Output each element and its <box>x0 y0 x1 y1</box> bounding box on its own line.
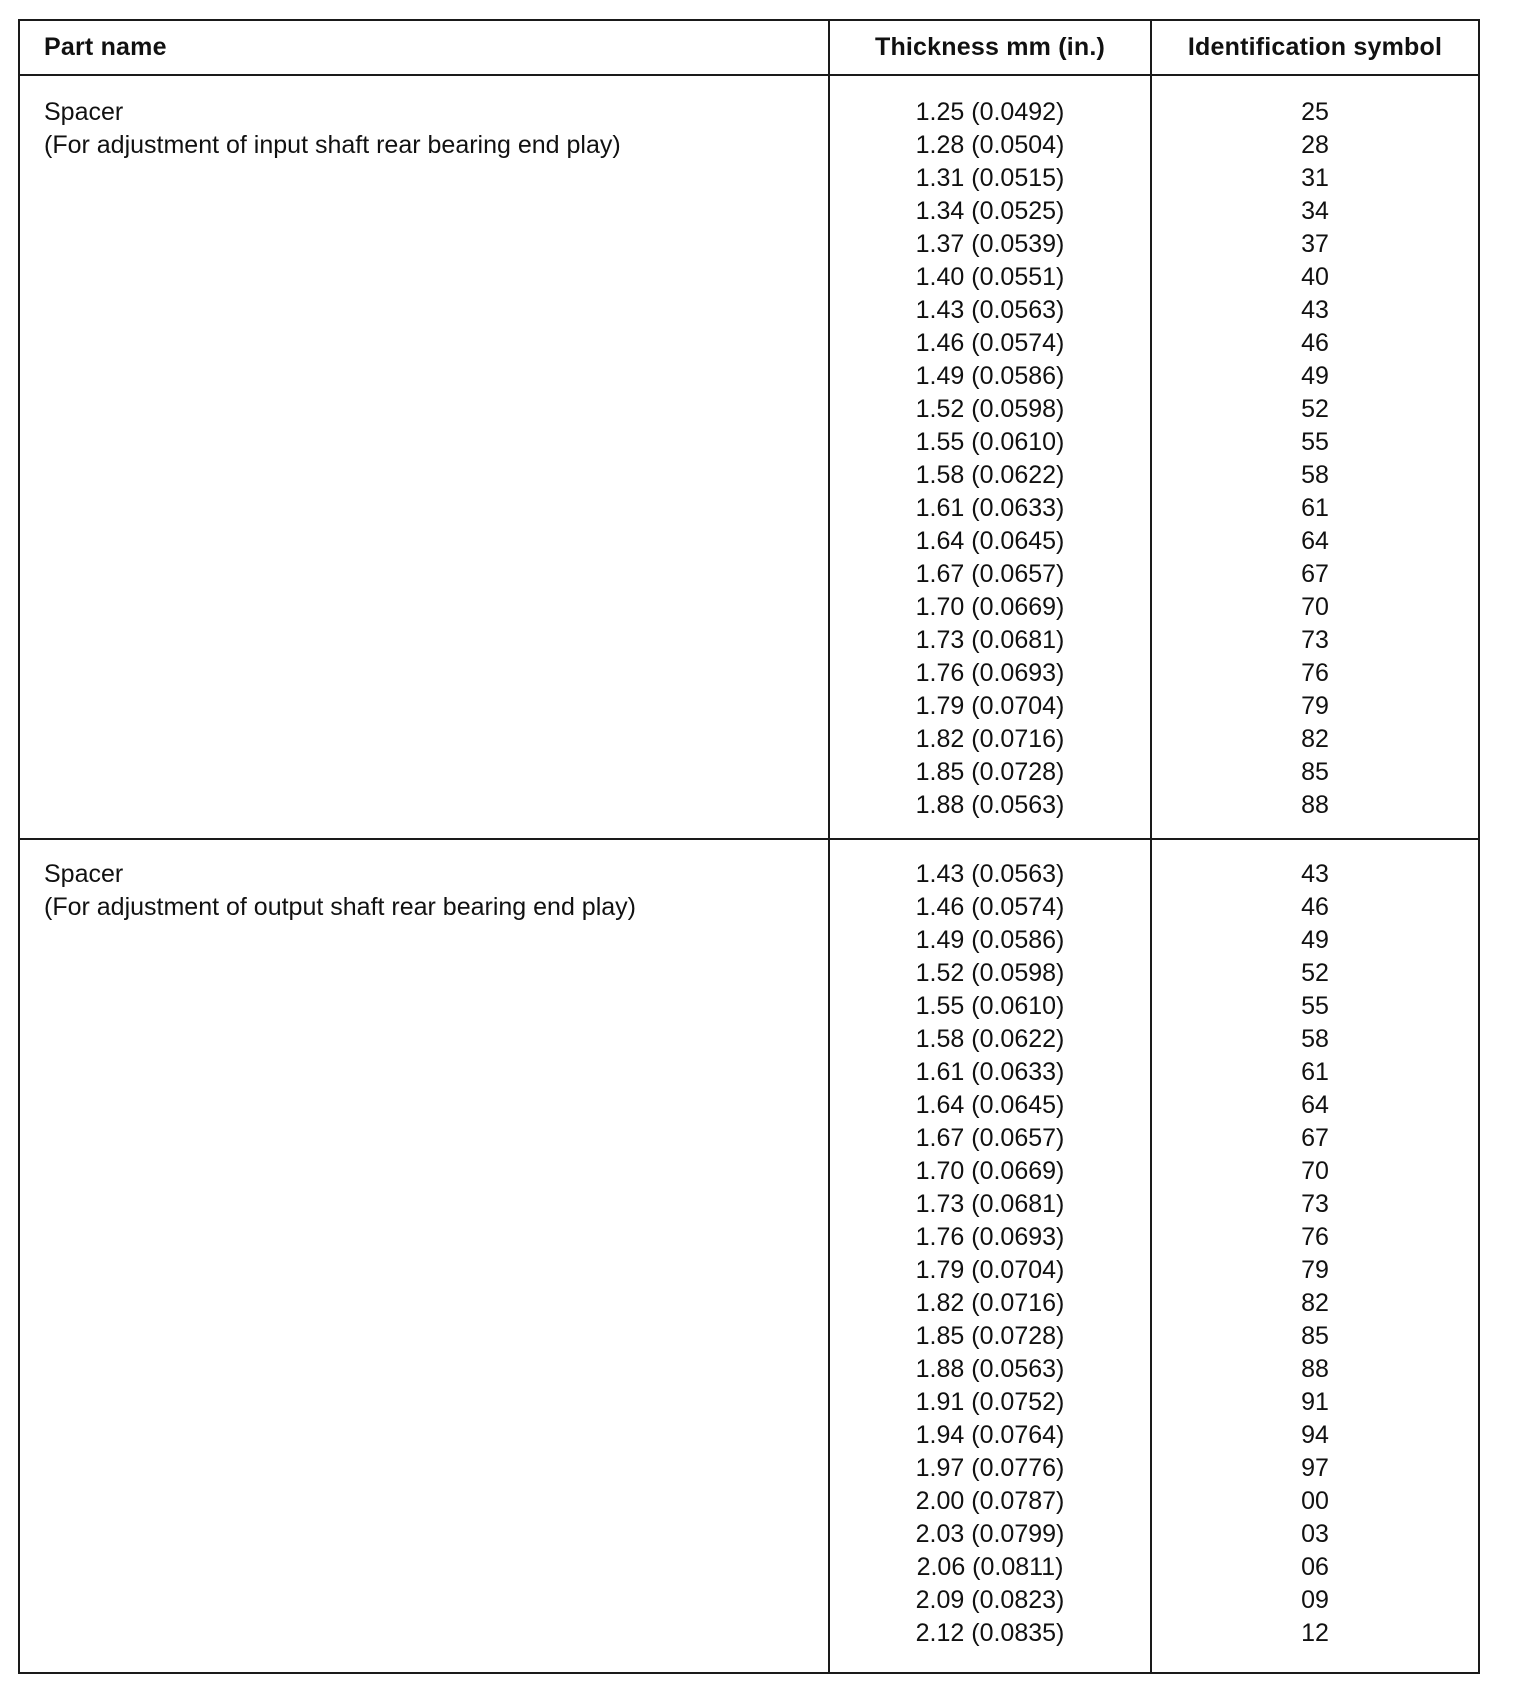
identification-symbol-value: 58 <box>1301 1025 1329 1053</box>
thickness-value: 1.70 (0.0669) <box>915 1157 1065 1185</box>
thickness-value: 2.12 (0.0835) <box>915 1619 1065 1647</box>
thickness-value: 1.88 (0.0563) <box>915 791 1065 819</box>
thickness-value: 1.67 (0.0657) <box>915 560 1065 588</box>
identification-symbol-value: 49 <box>1301 362 1329 390</box>
thickness-value: 1.43 (0.0563) <box>915 296 1065 324</box>
thickness-cell <box>829 75 1151 839</box>
thickness-value: 1.25 (0.0492) <box>915 98 1065 126</box>
part-title: Spacer <box>44 98 124 126</box>
thickness-value: 1.49 (0.0586) <box>915 926 1065 954</box>
thickness-value: 1.40 (0.0551) <box>915 263 1065 291</box>
identification-symbol-value: 12 <box>1301 1619 1329 1647</box>
identification-symbol-value: 34 <box>1301 197 1329 225</box>
thickness-value: 1.64 (0.0645) <box>915 527 1065 555</box>
identification-symbol-value: 70 <box>1301 1157 1329 1185</box>
thickness-value: 1.97 (0.0776) <box>915 1454 1065 1482</box>
identification-symbol-value: 88 <box>1301 791 1329 819</box>
spacer-spec-table <box>18 19 1480 1674</box>
thickness-value: 1.76 (0.0693) <box>915 1223 1065 1251</box>
identification-symbol-value: 31 <box>1301 164 1329 192</box>
thickness-cell <box>829 839 1151 1673</box>
thickness-value: 1.43 (0.0563) <box>915 860 1065 888</box>
thickness-value: 1.73 (0.0681) <box>915 1190 1065 1218</box>
thickness-value: 1.82 (0.0716) <box>915 1289 1065 1317</box>
thickness-value: 1.85 (0.0728) <box>915 1322 1065 1350</box>
part-name-cell <box>19 839 829 1673</box>
thickness-value: 1.70 (0.0669) <box>915 593 1065 621</box>
identification-symbol-value: 58 <box>1301 461 1329 489</box>
header-row <box>19 20 1479 75</box>
symbol-list <box>1152 858 1478 1650</box>
identification-symbol-value: 52 <box>1301 959 1329 987</box>
part-title: Spacer <box>44 860 124 888</box>
header-part-name: Part name <box>19 20 829 75</box>
identification-symbol-value: 40 <box>1301 263 1329 291</box>
thickness-value: 1.58 (0.0622) <box>915 461 1065 489</box>
thickness-value: 1.31 (0.0515) <box>915 164 1065 192</box>
identification-symbol-value: 55 <box>1301 428 1329 456</box>
thickness-value: 1.82 (0.0716) <box>915 725 1065 753</box>
identification-symbol-value: 37 <box>1301 230 1329 258</box>
identification-symbol-value: 76 <box>1301 659 1329 687</box>
thickness-value: 1.94 (0.0764) <box>915 1421 1065 1449</box>
thickness-value: 1.46 (0.0574) <box>915 893 1065 921</box>
identification-symbol-value: 28 <box>1301 131 1329 159</box>
identification-symbol-value: 64 <box>1301 1091 1329 1119</box>
thickness-value: 1.79 (0.0704) <box>915 1256 1065 1284</box>
identification-symbol-value: 55 <box>1301 992 1329 1020</box>
identification-symbol-value: 43 <box>1301 860 1329 888</box>
symbol-list <box>1152 96 1478 822</box>
thickness-value: 1.61 (0.0633) <box>915 494 1065 522</box>
identification-symbol-value: 82 <box>1301 725 1329 753</box>
thickness-value: 2.00 (0.0787) <box>915 1487 1065 1515</box>
thickness-value: 1.91 (0.0752) <box>915 1388 1065 1416</box>
thickness-value: 1.28 (0.0504) <box>915 131 1065 159</box>
identification-symbol-value: 25 <box>1301 98 1329 126</box>
thickness-value: 1.76 (0.0693) <box>915 659 1065 687</box>
header-thickness: Thickness mm (in.) <box>829 20 1151 75</box>
symbol-cell <box>1151 75 1479 839</box>
part-subtitle: (For adjustment of output shaft rear bearing end play) <box>44 893 636 921</box>
identification-symbol-value: 70 <box>1301 593 1329 621</box>
table-header <box>19 20 1479 75</box>
identification-symbol-value: 46 <box>1301 329 1329 357</box>
identification-symbol-value: 88 <box>1301 1355 1329 1383</box>
thickness-value: 1.34 (0.0525) <box>915 197 1065 225</box>
identification-symbol-value: 73 <box>1301 626 1329 654</box>
identification-symbol-value: 67 <box>1301 1124 1329 1152</box>
thickness-value: 1.85 (0.0728) <box>915 758 1065 786</box>
identification-symbol-value: 00 <box>1301 1487 1329 1515</box>
identification-symbol-value: 49 <box>1301 926 1329 954</box>
thickness-value: 1.61 (0.0633) <box>915 1058 1065 1086</box>
identification-symbol-value: 67 <box>1301 560 1329 588</box>
identification-symbol-value: 82 <box>1301 1289 1329 1317</box>
thickness-value: 1.46 (0.0574) <box>915 329 1065 357</box>
thickness-list <box>830 858 1150 1650</box>
spacer-group-output-shaft <box>19 839 1479 1673</box>
thickness-value: 2.03 (0.0799) <box>915 1520 1065 1548</box>
thickness-value: 1.37 (0.0539) <box>915 230 1065 258</box>
identification-symbol-value: 73 <box>1301 1190 1329 1218</box>
identification-symbol-value: 52 <box>1301 395 1329 423</box>
identification-symbol-value: 91 <box>1301 1388 1329 1416</box>
identification-symbol-value: 97 <box>1301 1454 1329 1482</box>
identification-symbol-value: 94 <box>1301 1421 1329 1449</box>
identification-symbol-value: 85 <box>1301 758 1329 786</box>
thickness-value: 1.52 (0.0598) <box>915 959 1065 987</box>
identification-symbol-value: 61 <box>1301 1058 1329 1086</box>
thickness-value: 1.55 (0.0610) <box>915 992 1065 1020</box>
part-subtitle: (For adjustment of input shaft rear bearing end play) <box>44 131 621 159</box>
identification-symbol-value: 79 <box>1301 692 1329 720</box>
spacer-group-input-shaft <box>19 75 1479 839</box>
identification-symbol-value: 79 <box>1301 1256 1329 1284</box>
identification-symbol-value: 09 <box>1301 1586 1329 1614</box>
header-identification-symbol: Identification symbol <box>1151 20 1479 75</box>
identification-symbol-value: 03 <box>1301 1520 1329 1548</box>
thickness-value: 1.49 (0.0586) <box>915 362 1065 390</box>
thickness-list <box>830 96 1150 822</box>
thickness-value: 1.52 (0.0598) <box>915 395 1065 423</box>
thickness-value: 2.09 (0.0823) <box>915 1586 1065 1614</box>
thickness-value: 1.79 (0.0704) <box>915 692 1065 720</box>
thickness-value: 1.64 (0.0645) <box>915 1091 1065 1119</box>
identification-symbol-value: 64 <box>1301 527 1329 555</box>
identification-symbol-value: 43 <box>1301 296 1329 324</box>
thickness-value: 1.55 (0.0610) <box>915 428 1065 456</box>
identification-symbol-value: 06 <box>1301 1553 1329 1581</box>
thickness-value: 1.58 (0.0622) <box>915 1025 1065 1053</box>
thickness-value: 1.88 (0.0563) <box>915 1355 1065 1383</box>
symbol-cell <box>1151 839 1479 1673</box>
identification-symbol-value: 85 <box>1301 1322 1329 1350</box>
identification-symbol-value: 61 <box>1301 494 1329 522</box>
identification-symbol-value: 46 <box>1301 893 1329 921</box>
thickness-value: 1.67 (0.0657) <box>915 1124 1065 1152</box>
identification-symbol-value: 76 <box>1301 1223 1329 1251</box>
thickness-value: 2.06 (0.0811) <box>916 1553 1064 1581</box>
part-name-cell <box>19 75 829 839</box>
thickness-value: 1.73 (0.0681) <box>915 626 1065 654</box>
